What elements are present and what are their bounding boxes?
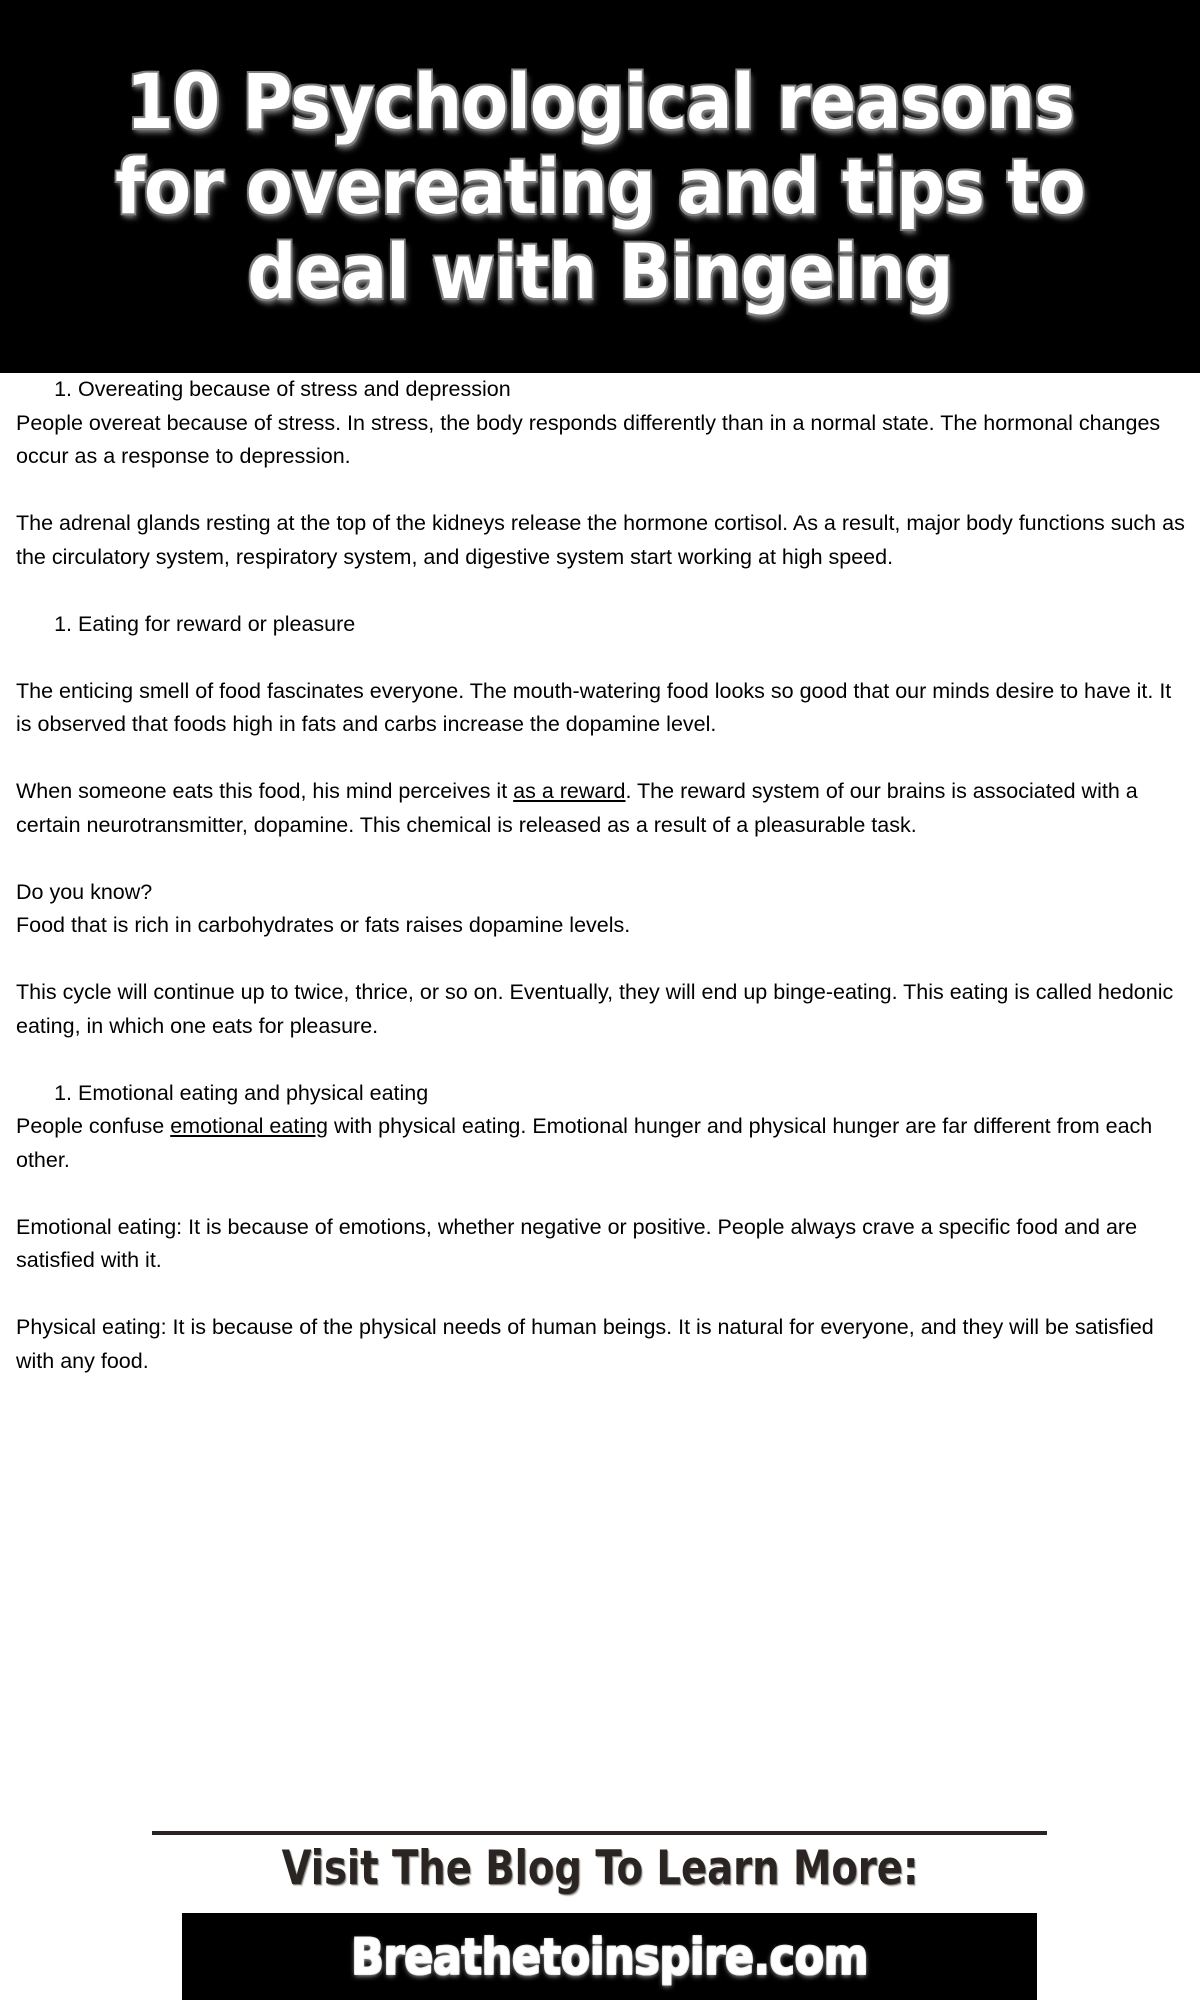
paragraph-spacer <box>16 943 1186 977</box>
footer-cta-section <box>0 1824 1200 2000</box>
article-body <box>0 373 1200 1378</box>
paragraph-spacer <box>16 1177 1186 1211</box>
section-2-paragraph-1: The enticing smell of food fascinates everyone. The mouth-watering food looks so good that our minds desire to have it. It is observed that foods high in fats and carbs increase the dopamine level. <box>16 678 1172 736</box>
paragraph-spacer <box>16 1043 1186 1077</box>
paragraph-text-after-link: . The reward system of our brains is associated with a certain neurotransmitter, dopamine. This chemical is released as a result of a pleasurable task. <box>16 779 1138 837</box>
paragraph-text-before-link: When someone eats this food, his mind perceives it <box>16 779 514 803</box>
page-title: 10 Psychological reasons for overeating and tips to deal with Bingeing <box>115 56 1085 317</box>
website-cta-box[interactable] <box>182 1913 1037 2000</box>
do-you-know-label: Do you know? <box>16 879 153 904</box>
paragraph-spacer <box>16 574 1186 608</box>
list-item: 1. Eating for reward or pleasure <box>78 608 1186 642</box>
section-2-heading-list <box>16 608 1186 642</box>
as-a-reward-link[interactable]: as a reward <box>513 779 626 803</box>
paragraph-spacer <box>16 842 1186 876</box>
section-3-paragraph-1 <box>16 1110 1186 1177</box>
section-1-heading-list <box>16 373 1186 407</box>
section-3-heading-list <box>16 1077 1186 1111</box>
emotional-eating-link[interactable]: emotional eating <box>170 1114 328 1138</box>
list-item: 1. Overeating because of stress and depression <box>78 373 1186 407</box>
footer-divider <box>152 1831 1047 1835</box>
paragraph-spacer <box>16 474 1186 508</box>
paragraph-text-before-link: People confuse <box>16 1114 171 1138</box>
section-2-paragraph-2 <box>16 775 1186 842</box>
paragraph-spacer <box>16 641 1186 675</box>
section-1-paragraph-2: The adrenal glands resting at the top of the kidneys release the hormone cortisol. As a result, major body functions such as the circulatory system, respiratory system, and digestive system start working at high speed. <box>16 511 1185 569</box>
paragraph-spacer <box>16 1278 1186 1312</box>
do-you-know-text: Food that is rich in carbohydrates or fats raises dopamine levels. <box>16 913 631 937</box>
section-3-paragraph-2: Emotional eating: It is because of emotions, whether negative or positive. People always crave a specific food and are satisfied with it. <box>16 1214 1138 1272</box>
list-item: 1. Emotional eating and physical eating <box>78 1077 1186 1111</box>
header-banner <box>0 0 1200 373</box>
section-1-paragraph-1: People overeat because of stress. In stress, the body responds differently than in a normal state. The hormonal changes occur as a response to depression. <box>16 410 1161 468</box>
section-2-paragraph-3: This cycle will continue up to twice, thrice, or so on. Eventually, they will end up binge-eating. This eating is called hedonic eating, in which one eats for pleasure. <box>16 980 1174 1038</box>
website-url-text: Breathetoinspire.com <box>350 1927 868 1986</box>
paragraph-text-after-link: with physical eating. Emotional hunger and physical hunger are far different from each other. <box>16 1114 1153 1172</box>
section-3-paragraph-3: Physical eating: It is because of the physical needs of human beings. It is natural for everyone, and they will be satisfied with any food. <box>16 1315 1154 1373</box>
footer-heading: Visit The Blog To Learn More: <box>281 1841 919 1896</box>
paragraph-spacer <box>16 742 1186 776</box>
